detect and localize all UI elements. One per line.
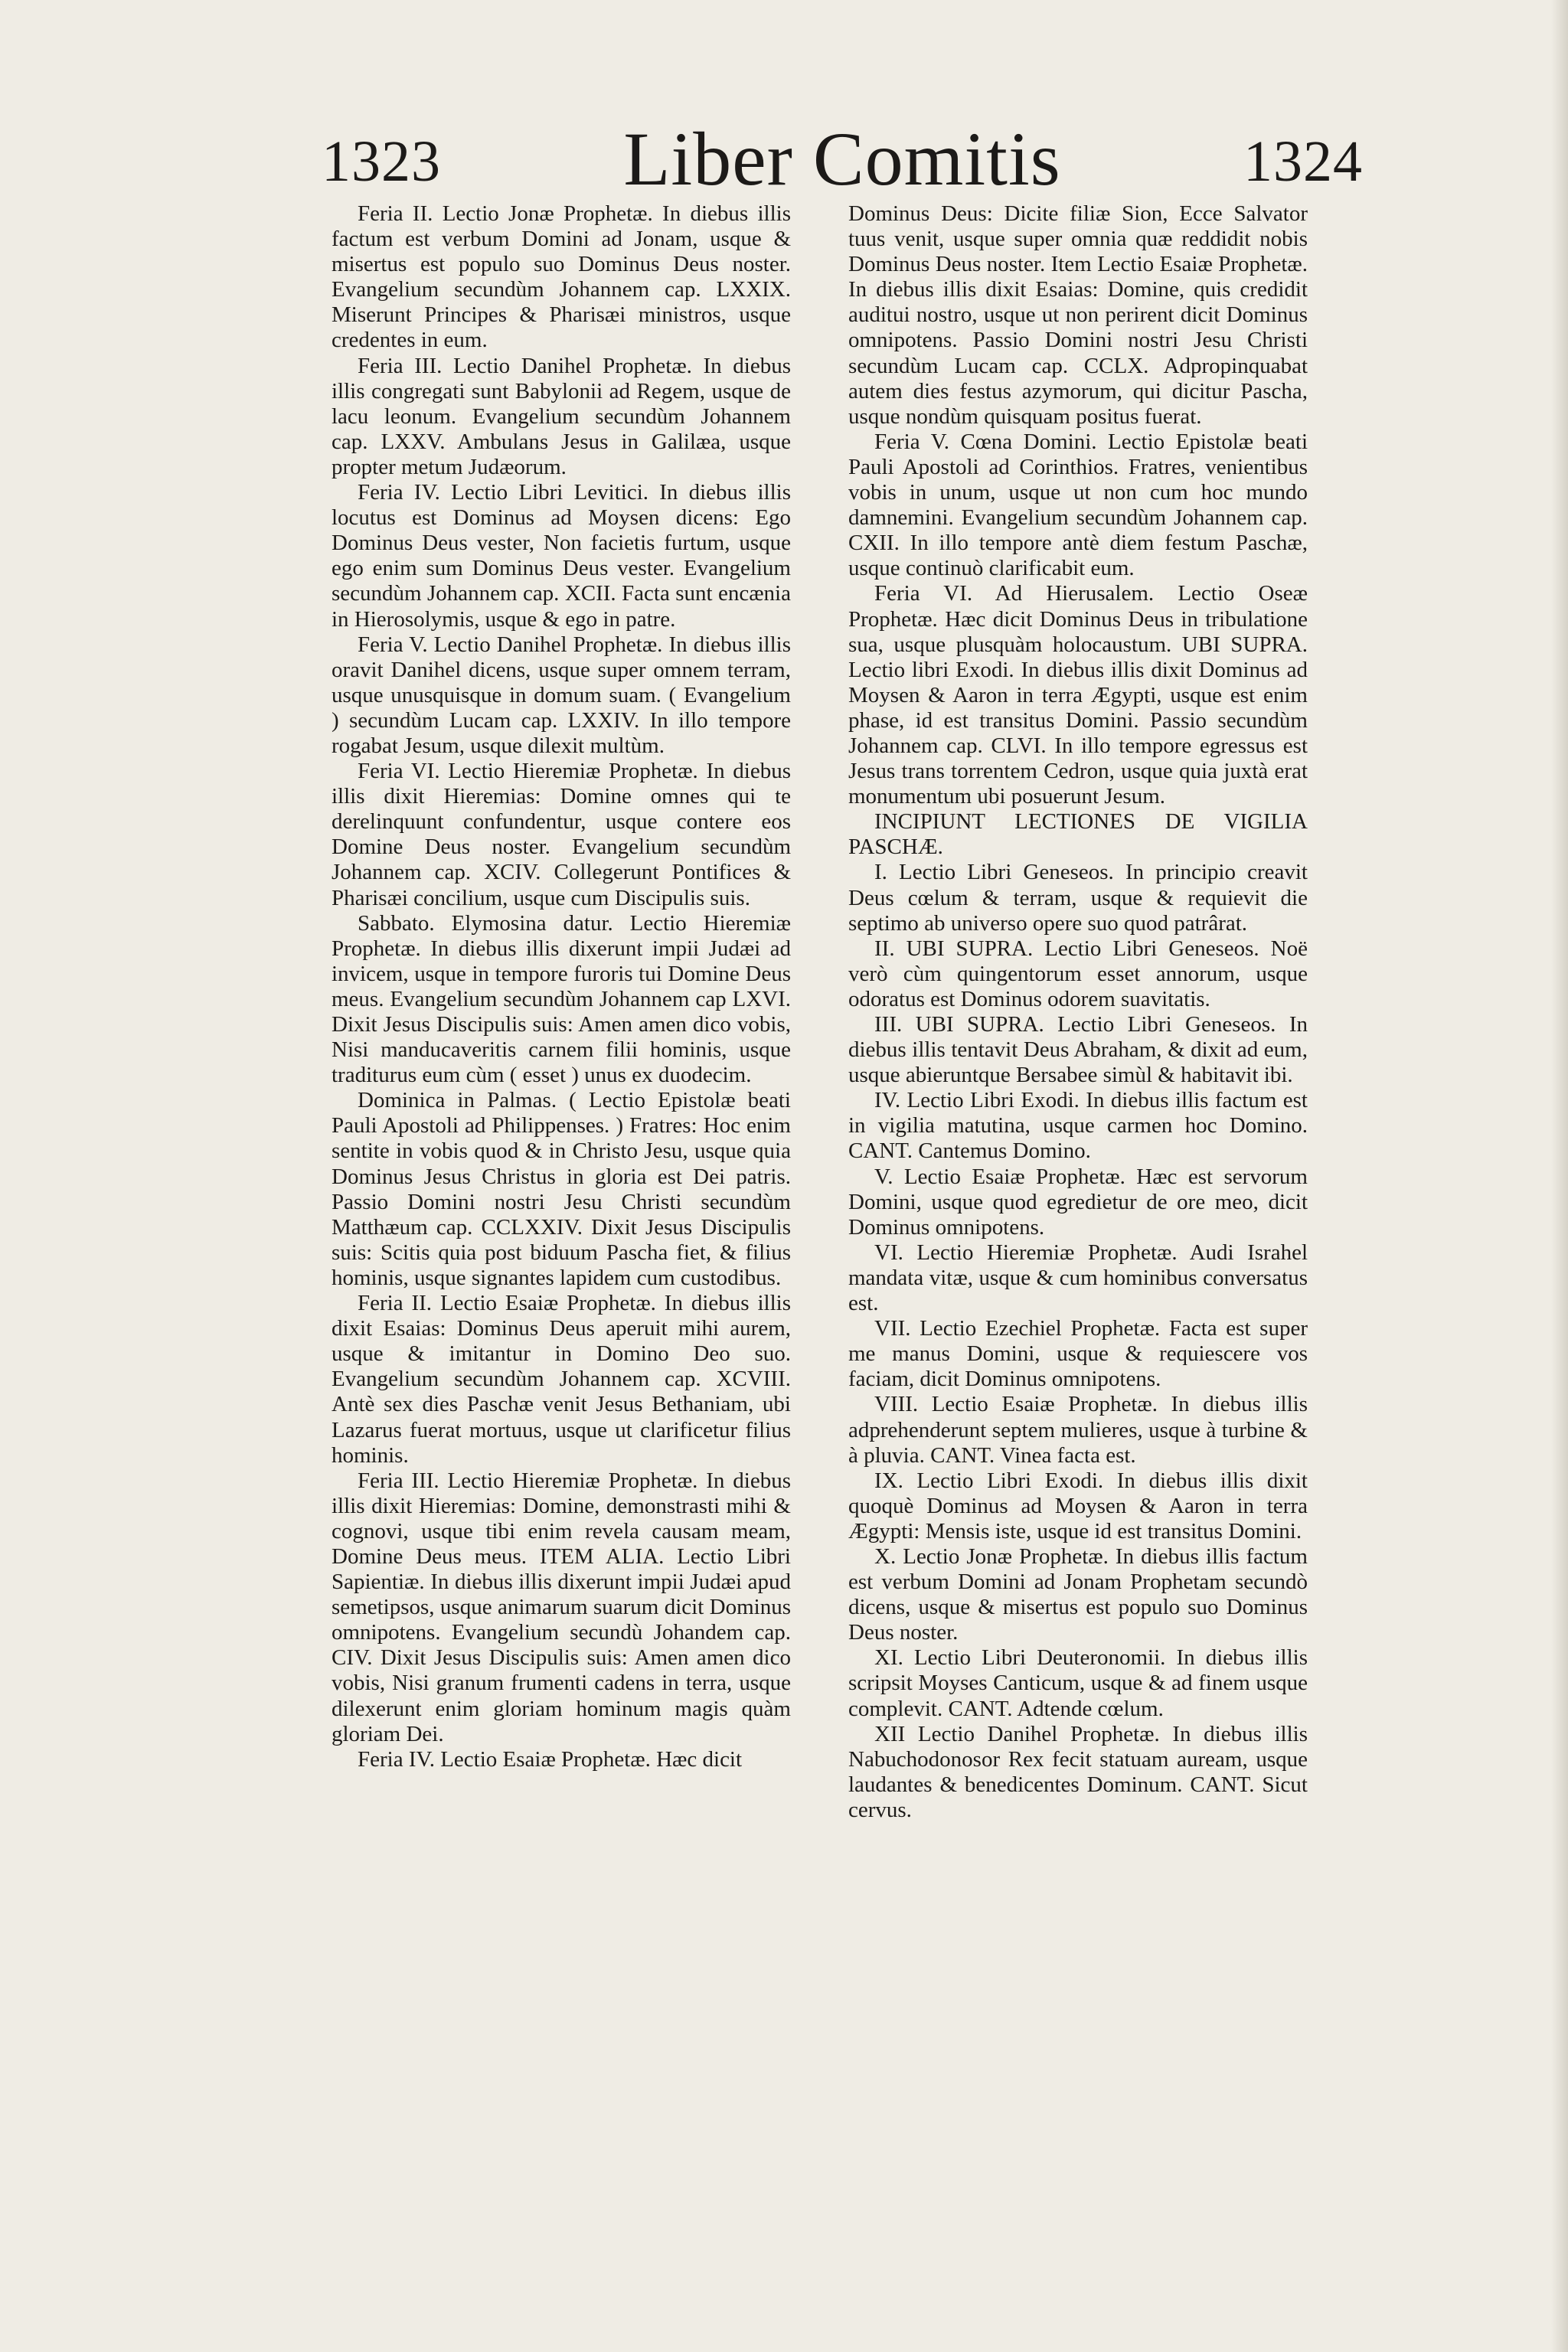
section-heading: INCIPIUNT LECTIONES DE VIGILIA PASCHÆ. <box>848 809 1308 860</box>
right-column <box>848 201 1308 2238</box>
paragraph: Feria V. Cœna Domini. Lectio Epistolæ beati Pauli Apostoli ad Corinthios. Fratres, venientibus vobis in unum, usque ut non cum hoc mundo damnemini. Evangelium secundùm Johannem cap. CXII. In illo tempore antè diem festum Paschæ, usque continuò clarificabit eum. <box>848 429 1308 581</box>
paragraph: Feria III. Lectio Danihel Prophetæ. In diebus illis congregati sunt Babylonii ad Regem, usque de lacu leonum. Evangelium secundùm Johannem cap. LXXV. Ambulans Jesus in Galilæa, usque propter metum Judæorum. <box>332 353 791 479</box>
paragraph: Feria IV. Lectio Esaiæ Prophetæ. Hæc dicit <box>358 1746 743 1772</box>
vigil-lesson: IV. Lectio Libri Exodi. In diebus illis factum est in vigilia matutina, usque carmen hoc Domino. CANT. Cantemus Domino. <box>848 1088 1308 1164</box>
paragraph: Feria II. Lectio Esaiæ Prophetæ. In diebus illis dixit Esaias: Dominus Deus aperuit mihi aurem, usque & imitantur in Domino Deo suo. Evangelium secundùm Johannem cap. XCVIII. Antè sex dies Paschæ venit Jesus Bethaniam, ubi Lazarus fuerat mortuus, usque ut clarificetur filius hominis. <box>332 1291 791 1468</box>
vigil-lesson: III. UBI SUPRA. Lectio Libri Geneseos. In diebus illis tentavit Deus Abraham, & dixit ad eum, usque abieruntque Bersabee simùl & habitavit ibi. <box>848 1012 1308 1088</box>
paragraph: Dominica in Palmas. ( Lectio Epistolæ beati Pauli Apostoli ad Philippenses. ) Fratres: Hoc enim sentite in vobis quod & in Christo Jesu, usque quia Dominus Jesus Christus in gloria est Dei patris. Passio Domini nostri Jesu Christi secundùm Matthæum cap. CCLXXIV. Dixit Jesus Discipulis suis: Scitis quia post biduum Pascha fiet, & filius hominis, usque signantes lapidem cum custodibus. <box>332 1088 791 1290</box>
vigil-lesson: V. Lectio Esaiæ Prophetæ. Hæc est servorum Domini, usque quod egredietur de ore meo, dicit Dominus omnipotens. <box>848 1164 1308 1240</box>
vigil-lesson: XI. Lectio Libri Deuteronomii. In diebus illis scripsit Moyses Canticum, usque & ad finem usque complevit. CANT. Adtende cœlum. <box>848 1645 1308 1721</box>
page-header <box>322 115 1363 207</box>
paragraph-continued: Dominus Deus: Dicite filiæ Sion, Ecce Salvator tuus venit, usque super omnia quæ reddidit nobis Dominus Deus noster. Item Lectio Esaiæ Prophetæ. In diebus illis dixit Esaias: Domine, quis credidit auditui nostro, usque ut non perirent dicit Dominus omnipotens. Passio Domini nostri Jesu Christi secundùm Lucam cap. CCLX. Adpropinquabat autem dies festus azymorum, qui dicitur Pascha, usque nondùm quisquam positus fuerat. <box>848 201 1308 429</box>
page-number-right: 1324 <box>1243 129 1363 194</box>
page-edge-shadow <box>1551 0 1568 2352</box>
paragraph: Feria III. Lectio Hieremiæ Prophetæ. In diebus illis dixit Hieremias: Domine, demonstrasti mihi & cognovi, usque tibi enim revela causam meam, Domine Deus meus. ITEM ALIA. Lectio Libri Sapientiæ. In diebus illis dixerunt impii Judæi apud semetipsos, usque animarum suarum dicit Dominus omnipotens. Evangelium secundù Johandem cap. CIV. Dixit Jesus Discipulis suis: Amen amen dico vobis, Nisi granum frumenti cadens in terra, usque dilexerunt enim gloriam hominum magis quàm gloriam Dei. <box>332 1468 791 1746</box>
paragraph: Feria V. Lectio Danihel Prophetæ. In diebus illis oravit Danihel dicens, usque super omnem terram, usque unusquisque in domum suam. ( Evangelium ) secundùm Lucam cap. LXXIV. In illo tempore rogabat Jesum, usque dilexit multùm. <box>332 632 791 758</box>
vigil-lesson: VII. Lectio Ezechiel Prophetæ. Facta est super me manus Domini, usque & requiescere vos faciam, dicit Dominus omnipotens. <box>848 1316 1308 1392</box>
vigil-lesson: VIII. Lectio Esaiæ Prophetæ. In diebus illis adprehenderunt septem mulieres, usque à turbine & à pluvia. CANT. Vinea facta est. <box>848 1392 1308 1468</box>
page-number-left: 1323 <box>322 129 441 194</box>
paragraph: Sabbato. Elymosina datur. Lectio Hieremiæ Prophetæ. In diebus illis dixerunt impii Judæi ad invicem, usque in tempore furoris tui Domine Deus meus. Evangelium secundùm Johannem cap LXVI. Dixit Jesus Discipulis suis: Amen amen dico vobis, Nisi manducaveritis carnem filii hominis, usque traditurus eum cùm ( esset ) unus ex duodecim. <box>332 910 791 1088</box>
vigil-lesson: XII Lectio Danihel Prophetæ. In diebus illis Nabuchodonosor Rex fecit statuam auream, usque laudantes & benedicentes Dominum. CANT. Sicut cervus. <box>848 1721 1308 1822</box>
vigil-lesson: I. Lectio Libri Geneseos. In principio creavit Deus cœlum & terram, usque & requievit die septimo ab universo opere suo quod patrârat. <box>848 860 1308 936</box>
vigil-lesson: II. UBI SUPRA. Lectio Libri Geneseos. Noë verò cùm quingentorum esset annorum, usque odoratus est Dominus odorem suavitatis. <box>848 936 1308 1011</box>
left-column <box>332 201 791 2238</box>
paragraph: Feria VI. Lectio Hieremiæ Prophetæ. In diebus illis dixit Hieremias: Domine omnes qui te derelinquunt confundentur, usque contere eos Domine Deus noster. Evangelium secundùm Johannem cap. XCIV. Collegerunt Pontifices & Pharisæi concilium, usque cum Discipulis suis. <box>332 759 791 910</box>
paragraph: Feria II. Lectio Jonæ Prophetæ. In diebus illis factum est verbum Domini ad Jonam, usque & misertus est populo suo Dominus Deus noster. Evangelium secundùm Johannem cap. LXXIX. Miserunt Principes & Pharisæi ministros, usque credentes in eum. <box>332 201 791 353</box>
vigil-lesson: IX. Lectio Libri Exodi. In diebus illis dixit quoquè Dominus ad Moysen & Aaron in terra Ægypti: Mensis iste, usque id est transitus Domini. <box>848 1468 1308 1544</box>
running-title: Liber Comitis <box>623 116 1061 201</box>
paragraph: Feria IV. Lectio Libri Levitici. In diebus illis locutus est Dominus ad Moysen dicens: Ego Dominus Deus vester, Non facietis furtum, usque ego enim sum Dominus Deus vester. Evangelium secundùm Johannem cap. XCII. Facta sunt encænia in Hierosolymis, usque & ego in patre. <box>332 480 791 632</box>
vigil-lesson: VI. Lectio Hieremiæ Prophetæ. Audi Israhel mandata vitæ, usque & cum hominibus conversatus est. <box>848 1240 1308 1316</box>
vigil-lesson: X. Lectio Jonæ Prophetæ. In diebus illis factum est verbum Domini ad Jonam Prophetam secundò dicens, usque & misertus est populo suo Dominus Deus noster. <box>848 1544 1308 1645</box>
paragraph: Feria VI. Ad Hierusalem. Lectio Oseæ Prophetæ. Hæc dicit Dominus Deus in tribulatione sua, usque plusquàm holocaustum. UBI SUPRA. Lectio libri Exodi. In diebus illis dixit Dominus ad Moysen & Aaron in terra Ægypti, usque est enim phase, id est transitus Domini. Passio secundùm Johannem cap. CLVI. In illo tempore egressus est Jesus trans torrentem Cedron, usque quia juxtà erat monumentum ubi posuerunt Jesum. <box>848 581 1308 809</box>
